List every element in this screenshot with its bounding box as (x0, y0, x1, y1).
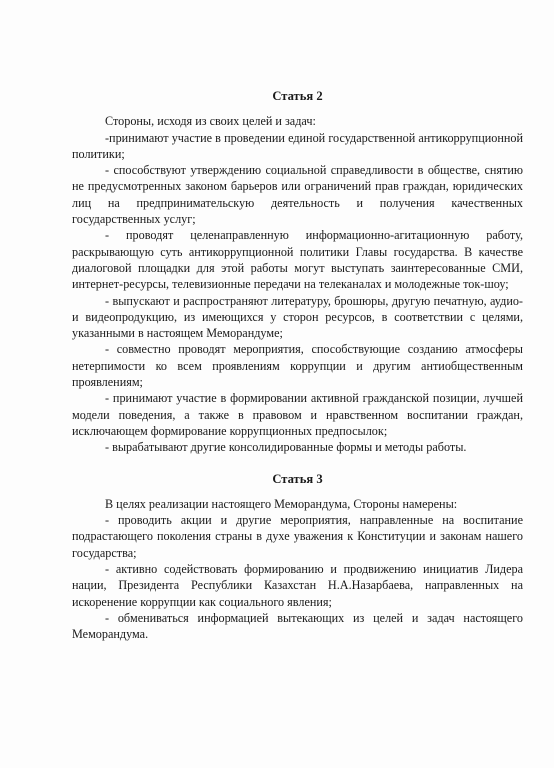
article-2-item: - способствуют утверждению социальной справедливости в обществе, снятию не предусмотренных законом барьеров или ограничений прав граждан, юридических лиц на предпринимательскую деятельность и получения качественных государственных услуг; (72, 163, 523, 227)
article-2-item: - выпускают и распространяют литературу, брошюры, другую печатную, аудио- и видеопродукцию, из имеющихся у сторон ресурсов, в соответствии с целями, указанными в настоящем Меморандуме; (72, 293, 523, 341)
article-2-item: - проводят целенаправленную информационно-агитационную работу, раскрывающую суть антикоррупционной политики Главы государства. В качестве диалоговой площадки для этой работы могут выступать заинтересованные СМИ, интернет-ресурсы, телевизионные передачи на телеканалах и молодежные ток-шоу; (72, 228, 523, 292)
article-3-heading: Статья 3 (272, 471, 323, 486)
article-2-item: - принимают участие в формировании активной гражданской позиции, лучшей модели поведения, а также в правовом и нравственном воспитании граждан, исключающем формирование коррупционных предпосылок; (72, 391, 523, 438)
article-3-item: - проводить акции и другие мероприятия, направленные на воспитание подрастающего поколения страны в духе уважения к Конституции и законам нашего государства; (72, 513, 523, 560)
article-2-heading: Статья 2 (272, 89, 323, 103)
article-3-item: - обмениваться информацией вытекающих из целей и задач настоящего Меморандума. (72, 610, 523, 642)
document-body (72, 88, 523, 643)
article-2-intro: Стороны, исходя из своих целей и задач: (105, 114, 316, 129)
article-3-item: - активно содействовать формированию и продвижению инициатив Лидера нации, Президента Республики Казахстан Н.А.Назарбаева, направленных на искоренение коррупции как социального явления; (72, 562, 523, 609)
article-2-item: - вырабатывают другие консолидированные формы и методы работы. (105, 440, 467, 455)
article-3-intro: В целях реализации настоящего Меморандума, Стороны намерены: (105, 496, 458, 511)
article-2-item: - совместно проводят мероприятия, способствующие созданию атмосферы нетерпимости ко всем проявлениям коррупции и другим антиобщественным проявлениям; (72, 342, 523, 390)
article-2-item: -принимают участие в проведении единой государственной антикоррупционной политики; (72, 130, 523, 161)
